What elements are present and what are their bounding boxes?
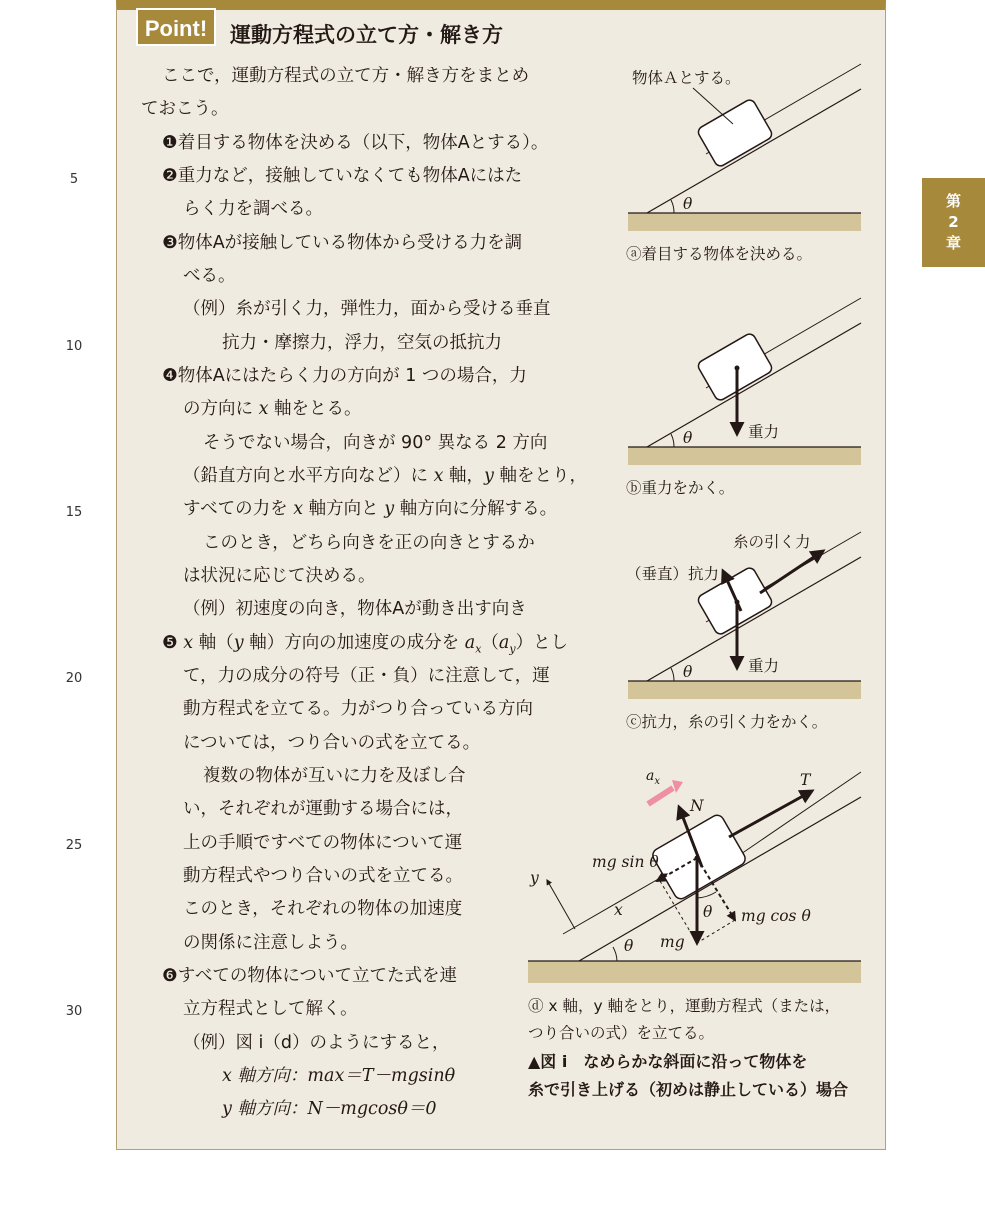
figure-title: 糸で引き上げる（初めは静止している）場合 xyxy=(528,1080,849,1099)
normal-label: N xyxy=(690,797,704,815)
step-number: ❷ xyxy=(162,166,178,186)
theta-label: θ xyxy=(703,903,713,921)
equation-x: x 軸方向：max＝T－mgsinθ xyxy=(222,1066,456,1086)
line-number: 30 xyxy=(65,1004,83,1019)
mg-cos-label: mg cos θ xyxy=(741,907,811,925)
math-sub: x xyxy=(654,775,660,787)
block-a xyxy=(696,98,773,168)
theta-label: θ xyxy=(624,937,634,955)
body-line: そうでない場合，向きが 90° 異なる 2 方向 xyxy=(203,433,548,453)
text: 軸（ xyxy=(193,633,234,653)
step-text: 物体Aにはたらく力の方向が 1 つの場合，力 xyxy=(177,366,527,386)
body-line: 立方程式として解く。 xyxy=(183,999,358,1019)
fig-d-caption: ⓓ x 軸，y 軸をとり，運動方程式（または， xyxy=(528,997,841,1015)
fig-d-caption: つり合いの式）を立てる。 xyxy=(528,1024,715,1042)
figure-title: ▲図 i なめらかな斜面に沿って物体を xyxy=(528,1052,808,1071)
math-var: a xyxy=(498,633,510,653)
theta-label: θ xyxy=(683,429,693,447)
math-var: x xyxy=(293,499,304,519)
line-number: 10 xyxy=(65,339,83,354)
body-line: て，力の成分の符号（正・負）に注意して，運 xyxy=(183,666,550,686)
text: （ xyxy=(481,633,499,653)
text: の方向に xyxy=(183,399,259,419)
x-axis-label: x xyxy=(614,901,623,919)
step-number: ❶ xyxy=(162,133,178,153)
math-var: x xyxy=(258,399,269,419)
ground xyxy=(528,961,861,983)
body-line: の関係に注意しよう。 xyxy=(183,933,358,953)
mg-sin-label: mg sin θ xyxy=(592,853,659,871)
step-number: ❸ xyxy=(162,233,178,253)
step-text: 物体Aが接触している物体から受ける力を調 xyxy=(177,233,523,253)
step-number: ❻ xyxy=(162,966,178,986)
body-line: は状況に応じて決める。 xyxy=(183,566,376,586)
math-var: x xyxy=(433,466,444,486)
math-var: y xyxy=(233,633,244,653)
text: 軸をとり， xyxy=(493,466,587,486)
ground xyxy=(628,213,861,231)
fig-a-caption: ⓐ着目する物体を決める。 xyxy=(626,245,813,263)
chapter-tab-char: 2 xyxy=(948,213,959,231)
text: 軸）方向の加速度の成分を xyxy=(243,633,465,653)
gravity-label: 重力 xyxy=(748,423,780,441)
gravity-label: 重力 xyxy=(748,657,780,675)
line-number: 15 xyxy=(65,505,83,520)
step-number: ❹ xyxy=(162,366,178,386)
tension-arrow xyxy=(760,551,823,593)
text: すべての力を xyxy=(183,499,294,519)
mg-label: mg xyxy=(660,933,685,951)
body-line: 動方程式やつり合いの式を立てる。 xyxy=(183,866,463,886)
body-line: い，それぞれが運動する場合には， xyxy=(183,799,463,819)
body-line: については，つり合いの式を立てる。 xyxy=(183,733,481,753)
text: （鉛直方向と水平方向など）に xyxy=(183,466,434,486)
y-axis xyxy=(547,880,575,929)
body-line: べる。 xyxy=(183,266,236,286)
line-number: 25 xyxy=(65,838,83,853)
figure-b xyxy=(628,298,861,465)
math-var: a xyxy=(646,768,655,784)
normal-force-label: （垂直）抗力 xyxy=(626,565,720,583)
text: ）とし xyxy=(515,633,569,653)
chapter-tab-char: 第 xyxy=(945,192,961,210)
fig-c-caption: ⓒ抗力，糸の引く力をかく。 xyxy=(626,713,828,731)
math-var: y xyxy=(484,466,494,486)
theta-label: θ xyxy=(683,195,693,213)
fig-b-caption: ⓑ重力をかく。 xyxy=(626,479,735,497)
fig-a-label: 物体Ａとする。 xyxy=(632,69,741,87)
math-sub: x xyxy=(475,642,482,656)
math-sub: y xyxy=(509,642,516,656)
example-line: （例）糸が引く力，弾性力，面から受ける垂直 xyxy=(183,299,551,319)
example-line: （例）初速度の向き，物体Aが動き出す向き xyxy=(183,599,527,619)
string-force-label: 糸の引く力 xyxy=(733,533,811,551)
body-line: このとき，どちら向きを正の向きとするか xyxy=(203,533,535,553)
body-line: ここで，運動方程式の立て方・解き方をまとめ xyxy=(162,66,530,86)
equation-y: y 軸方向：N－mgcosθ＝0 xyxy=(222,1099,437,1119)
step-text: 重力など，接触していなくても物体Aにはた xyxy=(177,166,523,186)
body-line: らく力を調べる。 xyxy=(183,199,323,219)
body-line: 動方程式を立てる。力がつり合っている方向 xyxy=(183,699,533,719)
body-line: 複数の物体が互いに力を及ぼし合 xyxy=(203,766,466,786)
example-line: 抗力・摩擦力，浮力，空気の抵抗力 xyxy=(222,333,502,353)
example-line: （例）図 i（d）のようにすると， xyxy=(183,1033,450,1053)
ground xyxy=(628,681,861,699)
body-line: 上の手順ですべての物体について運 xyxy=(183,833,463,853)
text: 軸， xyxy=(443,466,485,486)
ground xyxy=(628,447,861,465)
point-badge: Point! xyxy=(136,8,216,46)
body-line: ておこう。 xyxy=(141,99,229,119)
figure-c xyxy=(628,532,861,699)
math-var: a xyxy=(464,633,476,653)
ax-label xyxy=(646,764,660,794)
step-text: 着目する物体を決める（以下，物体Aとする）。 xyxy=(177,133,549,153)
theta-label: θ xyxy=(683,663,693,681)
step-text: すべての物体について立てた式を連 xyxy=(177,966,458,986)
math-var: x xyxy=(183,633,194,653)
body-line: このとき，それぞれの物体の加速度 xyxy=(183,899,463,919)
y-axis-label: y xyxy=(530,869,539,887)
section-heading: 運動方程式の立て方・解き方 xyxy=(230,22,503,47)
chapter-tab-char: 章 xyxy=(945,234,961,252)
step-number: ❺ xyxy=(162,633,178,653)
line-number: 5 xyxy=(69,172,79,187)
tension-label: T xyxy=(800,771,811,789)
line-number: 20 xyxy=(65,671,83,686)
text: 軸方向と xyxy=(303,499,385,519)
math-var: y xyxy=(384,499,395,519)
text: 軸をとる。 xyxy=(268,399,362,419)
text: 軸方向に分解する。 xyxy=(394,499,558,519)
